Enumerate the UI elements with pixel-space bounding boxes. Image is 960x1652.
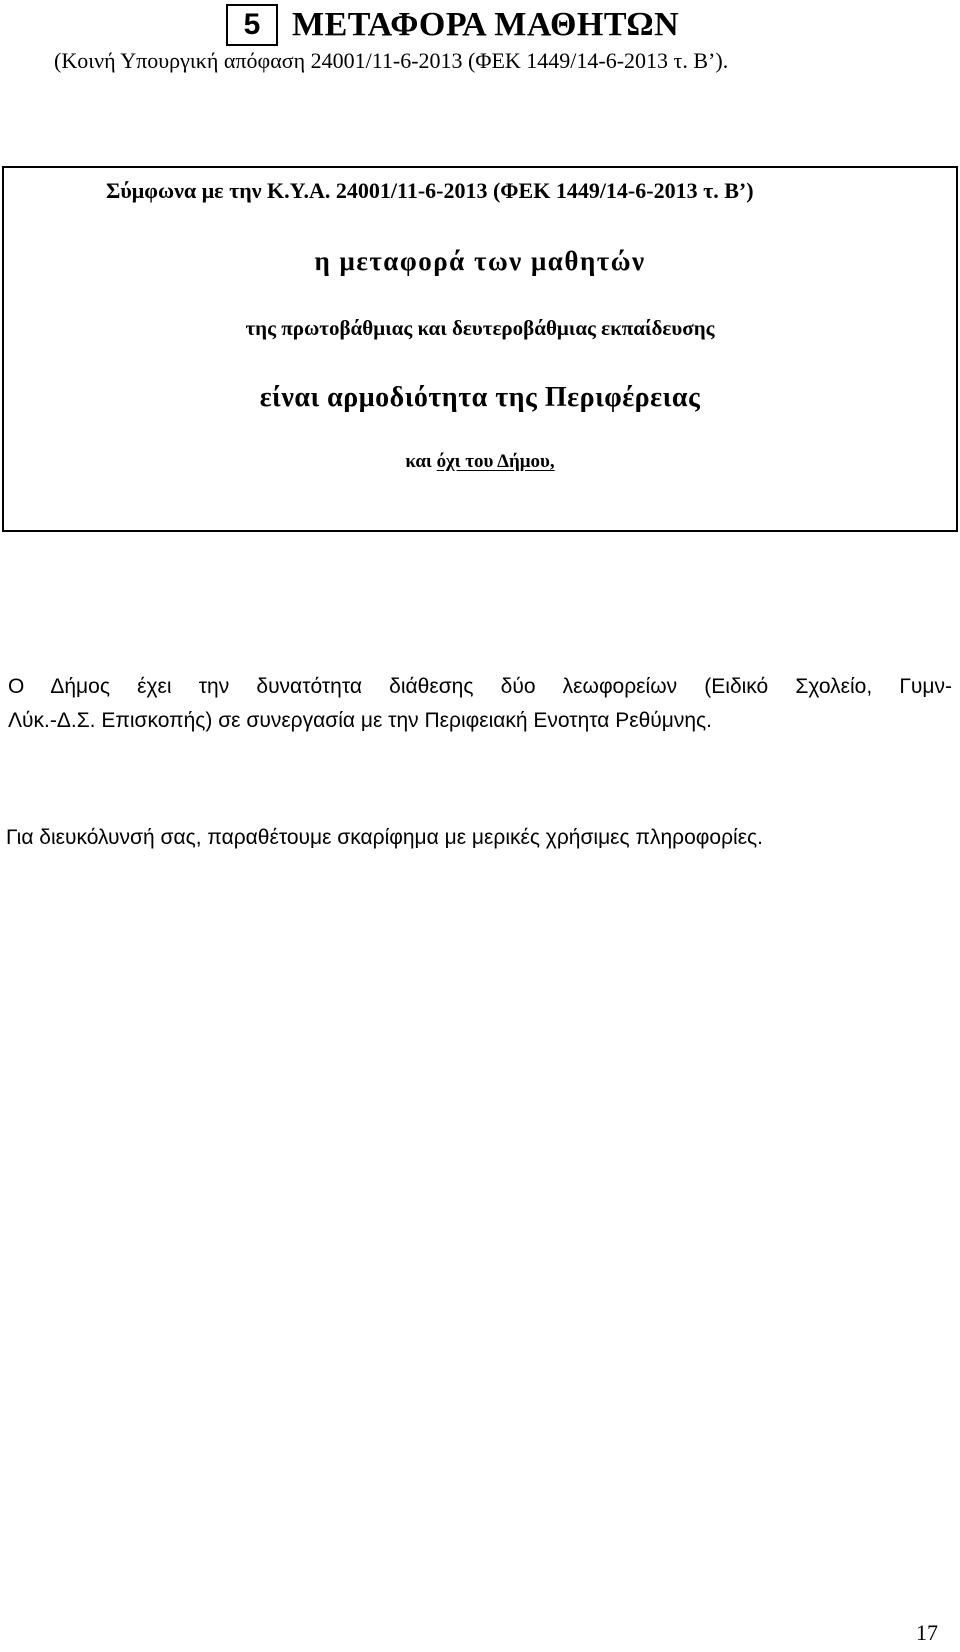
box-transport-statement: η μεταφορά των μαθητών bbox=[314, 246, 646, 276]
box-not-municipality-underlined: όχι του Δήμου, bbox=[436, 451, 555, 472]
section-heading bbox=[226, 2, 679, 48]
section-subtitle: (Κοινή Υπουργική απόφαση 24001/11-6-2013 (ΦΕΚ 1449/14-6-2013 τ. Β’). bbox=[54, 48, 729, 73]
section-title: ΜΕΤΑΦΟΡΑ ΜΑΘΗΤΩΝ bbox=[292, 6, 680, 43]
paragraph-line-1: Ο Δήμος έχει την δυνατότητα διάθεσης δύο λεωφορείων (Ειδικό Σχολείο, Γυμν- bbox=[8, 675, 952, 698]
sketch-info-text: Για διευκόλυνσή σας, παραθέτουμε σκαρίφημα με μερικές χρήσιμες πληροφορίες. bbox=[6, 826, 764, 849]
municipality-buses-paragraph bbox=[8, 670, 952, 738]
box-region-responsibility: είναι αρμοδιότητα της Περιφέρειας bbox=[259, 382, 701, 413]
box-education-levels: της πρωτοβάθμιας και δευτεροβάθμιας εκπαίδευσης bbox=[245, 316, 715, 340]
section-number-box: 5 bbox=[226, 4, 278, 46]
highlight-box bbox=[2, 166, 958, 532]
page-number: 17 bbox=[916, 1620, 938, 1645]
box-legal-reference: Σύμφωνα με την Κ.Υ.Α. 24001/11-6-2013 (ΦΕΚ 1449/14-6-2013 τ. Β’) bbox=[106, 178, 754, 203]
box-not-municipality bbox=[4, 451, 956, 473]
paragraph-line-2: Λύκ.-Δ.Σ. Επισκοπής) σε συνεργασία με την Περιφειακή Ενοτητα Ρεθύμνης. bbox=[8, 709, 713, 732]
box-not-municipality-prefix: και bbox=[405, 451, 437, 472]
